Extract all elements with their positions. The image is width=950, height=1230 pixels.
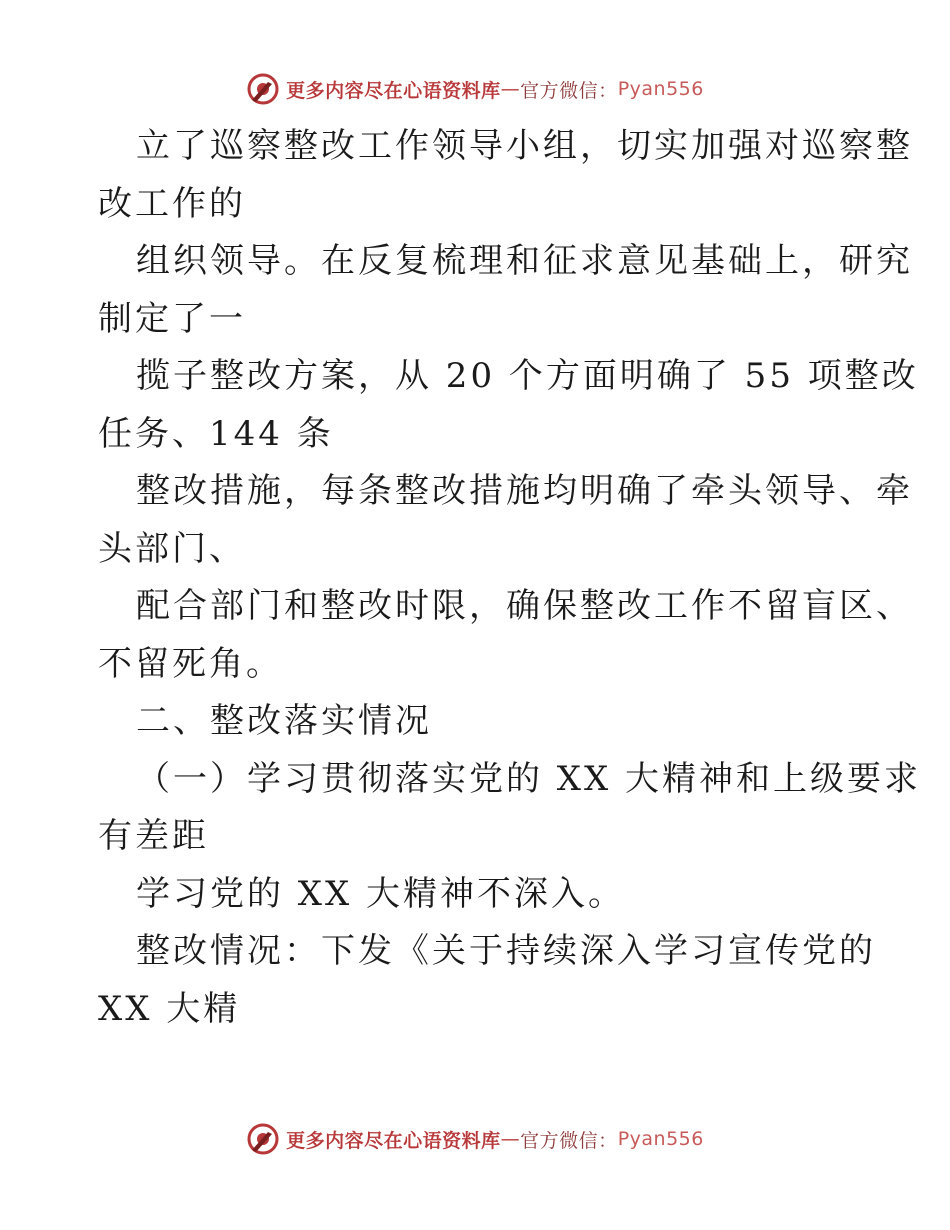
text-line: 制定了一 — [98, 298, 246, 339]
watermark-account: Pyan556 — [617, 1128, 704, 1150]
header-watermark — [0, 72, 950, 106]
text-line: 配合部门和整改时限，确保整改工作不留盲区、 — [136, 586, 913, 626]
watermark-separator: — — [500, 1128, 521, 1150]
text-line: 头部门、 — [98, 528, 246, 569]
document-body — [98, 118, 922, 1038]
watermark-label: 官方微信： — [520, 1129, 618, 1152]
text-line: 改工作的 — [98, 183, 246, 224]
text-line: 学习党的 XX 大精神不深入。 — [136, 873, 626, 914]
watermark-separator: — — [500, 78, 521, 100]
text-line: 揽子整改方案，从 20 个方面明确了 55 项整改 — [136, 356, 919, 396]
brand-logo-icon — [246, 1122, 280, 1156]
watermark-brand: 更多内容尽在心语资料库 — [286, 1129, 501, 1152]
footer-watermark — [0, 1122, 950, 1156]
text-line: 立了巡察整改工作领导小组，切实加强对巡察整 — [136, 126, 913, 166]
subsection-heading: （一）学习贯彻落实党的 XX 大精神和上级要求 — [136, 758, 922, 799]
brand-logo-icon — [246, 72, 280, 106]
watermark-brand: 更多内容尽在心语资料库 — [286, 79, 501, 102]
text-line: 不留死角。 — [98, 643, 283, 684]
watermark-account: Pyan556 — [617, 78, 704, 100]
text-line: 整改情况：下发《关于持续深入学习宣传党的 — [136, 931, 876, 971]
text-line: 整改措施，每条整改措施均明确了牵头领导、牵 — [136, 471, 913, 511]
text-line: 任务、144 条 — [98, 413, 334, 454]
text-line: XX 大精 — [98, 988, 241, 1029]
text-line: 有差距 — [98, 816, 209, 856]
section-heading: 二、整改落实情况 — [136, 701, 432, 741]
watermark-label: 官方微信： — [520, 79, 618, 102]
text-line: 组织领导。在反复梳理和征求意见基础上，研究 — [136, 241, 913, 281]
